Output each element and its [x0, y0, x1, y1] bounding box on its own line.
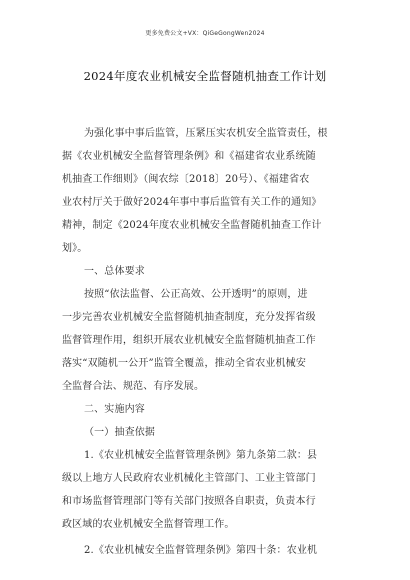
- paragraph-line: 一步完善农业机械安全监督随机抽查制度，充分发挥省级: [62, 312, 316, 323]
- paragraph-line: 落实“双随机一公开”监管全覆盖，推动全省农业机械安: [62, 358, 306, 369]
- paragraph-line: 监督管理作用，组织开展农业机械安全监督随机抽查工作: [62, 335, 316, 346]
- paragraph-line: 和市场监督管理部门等有关部门按照各自职责，负责本行: [62, 496, 316, 507]
- paragraph-line: 政区域的农业机械安全监督管理工作。: [62, 519, 235, 530]
- paragraph-line: 全监督合法、规范、有序发展。: [62, 381, 205, 392]
- paragraph-line: 划》。: [62, 243, 88, 254]
- paragraph-line: 为强化事中事后监管，压紧压实农机安全监管责任，根: [84, 128, 328, 139]
- document-title: 2024年度农业机械安全监督随机抽查工作计划: [83, 69, 327, 83]
- paragraph-line: 2.《农业机械安全监督管理条例》第四十条：农业机: [84, 545, 318, 556]
- header-note: 更多免费公文+VX：QiGeGongWen2024: [145, 30, 265, 37]
- subsection-heading: （一）抽查依据: [84, 427, 156, 438]
- paragraph-line: 级以上地方人民政府农业机械化主管部门、工业主管部门: [62, 473, 316, 484]
- paragraph-line: 按照“依法监督、公正高效、公开透明”的原则，进: [84, 289, 308, 300]
- paragraph-line: 1.《农业机械安全监督管理条例》第九条第二款：县: [84, 450, 318, 461]
- paragraph-line: 据《农业机械安全监督管理条例》和《福建省农业系统随: [62, 151, 316, 162]
- section-heading: 二、实施内容: [84, 404, 145, 415]
- paragraph-line: 业农村厅关于做好2024年事中事后监管有关工作的通知》: [62, 197, 322, 208]
- section-heading: 一、总体要求: [84, 266, 145, 277]
- paragraph-line: 精神，制定《2024年度农业机械安全监督随机抽查工作计: [62, 220, 322, 231]
- paragraph-line: 机抽查工作细则》（闽农综〔2018〕20号）、《福建省农: [62, 174, 310, 185]
